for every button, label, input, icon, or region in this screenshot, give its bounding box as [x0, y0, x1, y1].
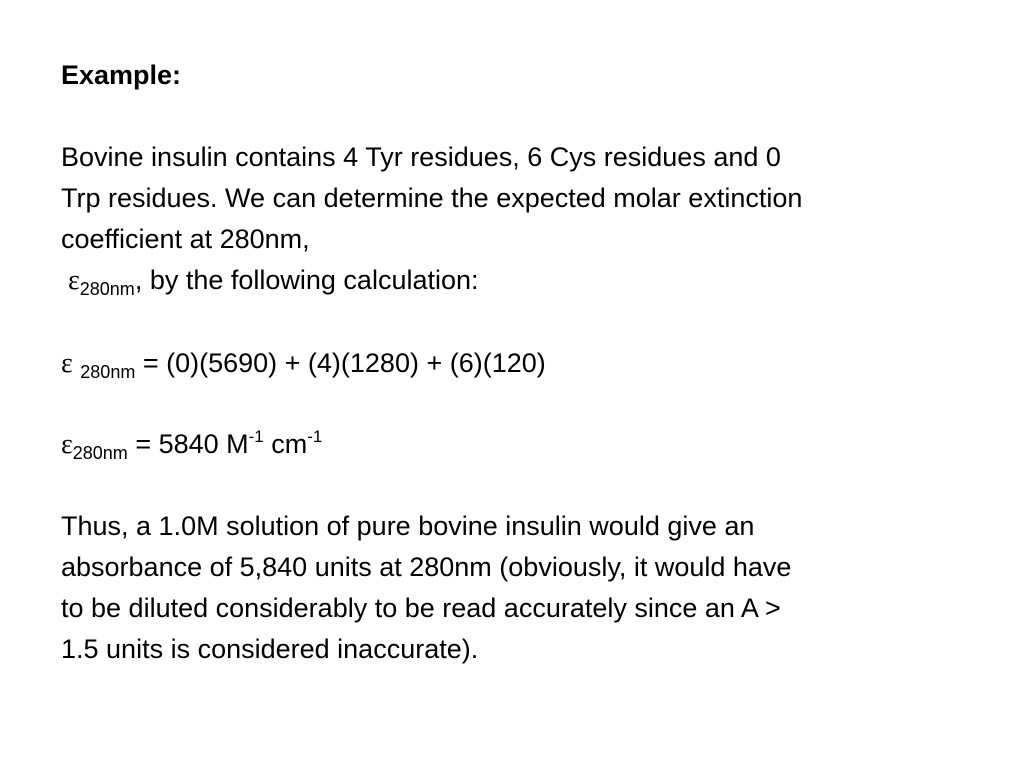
result-value: = 5840 M — [127, 429, 249, 459]
intro-line-1: Bovine insulin contains 4 Tyr residues, 6 Cys residues and 0 — [61, 142, 781, 172]
cm-unit: cm — [263, 429, 308, 459]
calc-intro-text: , by the following calculation: — [134, 265, 479, 295]
conclusion-line-3: to be diluted considerably to be read accurately since an A > — [61, 593, 781, 623]
epsilon-subscript: 280nm — [80, 362, 136, 382]
intro-line-2: Trp residues. We can determine the expected molar extinction — [61, 183, 803, 213]
cm-exponent: -1 — [307, 427, 323, 446]
intro-line-3: coefficient at 280nm, — [61, 224, 310, 254]
epsilon-subscript: 280nm — [72, 443, 128, 463]
equation-sum — [61, 343, 546, 387]
epsilon-symbol: ε — [61, 429, 73, 460]
epsilon-subscript: 280nm — [79, 279, 135, 299]
conclusion-line-1: Thus, a 1.0M solution of pure bovine insulin would give an — [61, 511, 755, 541]
conclusion-line-4: 1.5 units is considered inaccurate). — [61, 634, 479, 664]
equation-result — [61, 424, 322, 468]
epsilon-symbol: ε — [68, 265, 80, 296]
slide-heading: Example: — [61, 60, 182, 90]
epsilon-calc-line — [68, 260, 479, 304]
equation-sum-rhs: = (0)(5690) + (4)(1280) + (6)(120) — [135, 348, 546, 378]
molar-exponent: -1 — [248, 427, 264, 446]
conclusion-line-2: absorbance of 5,840 units at 280nm (obviously, it would have — [61, 552, 792, 582]
epsilon-symbol: ε — [61, 348, 73, 379]
